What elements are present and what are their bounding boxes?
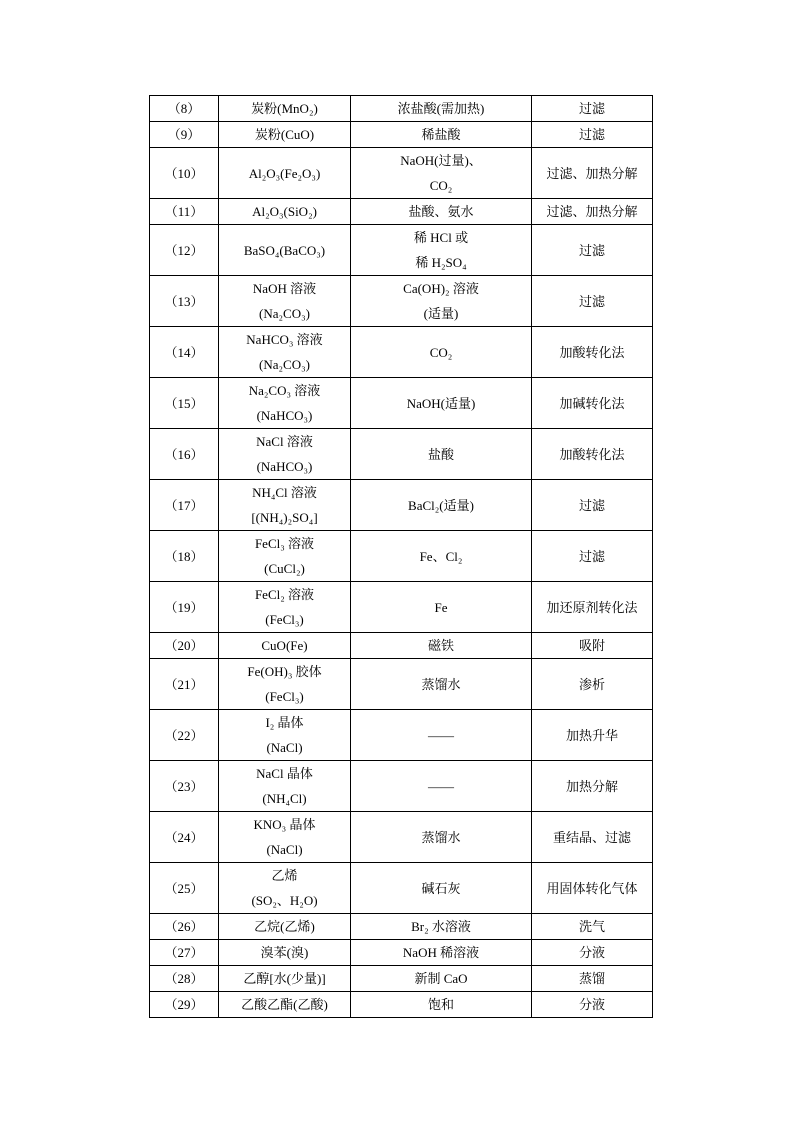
reagent-cell-text: 饱和: [427, 997, 454, 1012]
row-number-cell: [150, 710, 219, 761]
method-cell: [532, 148, 653, 199]
method-cell-text: 过滤: [578, 101, 605, 116]
row-number-cell: [150, 96, 219, 122]
method-cell: [532, 940, 653, 966]
row-number-cell: [150, 225, 219, 276]
table-row: [150, 940, 653, 966]
table-row: [150, 429, 653, 480]
row-number-cell-text: （14）: [164, 344, 204, 360]
row-number-cell: [150, 327, 219, 378]
row-number-cell-text: （16）: [164, 446, 204, 462]
row-number-cell: [150, 940, 219, 966]
reagent-cell: [351, 429, 532, 480]
method-cell-text: 加酸转化法: [559, 344, 625, 360]
row-number-cell-text: （28）: [164, 971, 204, 986]
mixture-cell: [219, 225, 351, 276]
row-number-cell-text: （9）: [167, 127, 201, 142]
row-number-cell-text: （12）: [164, 242, 204, 258]
mixture-cell: [219, 812, 351, 863]
mixture-cell-text: 溴苯(溴): [260, 945, 309, 960]
mixture-cell: [219, 659, 351, 710]
table-row: [150, 96, 653, 122]
method-cell-text: 洗气: [578, 919, 605, 934]
method-cell-text: 加碱转化法: [559, 395, 625, 411]
reagent-cell: [351, 276, 532, 327]
reagent-cell-text: Ca(OH)₂ 溶液 (适量): [403, 281, 479, 321]
reagent-cell-text: NaOH(过量)、 CO₂: [400, 153, 482, 193]
row-number-cell: [150, 199, 219, 225]
row-number-cell-text: （20）: [164, 638, 204, 653]
reagent-cell-text: Br₂ 水溶液: [411, 919, 471, 934]
row-number-cell: [150, 276, 219, 327]
table-row: [150, 863, 653, 914]
method-cell-text: 过滤: [578, 497, 605, 513]
mixture-cell: [219, 582, 351, 633]
mixture-cell: [219, 96, 351, 122]
table-row: [150, 327, 653, 378]
reagent-cell-text: 碱石灰: [421, 880, 461, 896]
mixture-cell-text: Al₂O₃(SiO₂): [252, 204, 317, 219]
reagent-cell-text: ——: [428, 727, 454, 743]
method-cell-text: 加热升华: [565, 727, 618, 743]
reagent-cell: [351, 327, 532, 378]
mixture-cell: [219, 761, 351, 812]
method-cell: [532, 582, 653, 633]
reagent-cell: [351, 992, 532, 1018]
reagent-cell: [351, 480, 532, 531]
method-cell-text: 过滤: [578, 293, 605, 309]
mixture-cell: [219, 966, 351, 992]
mixture-cell-text: NaOH 溶液 (Na₂CO₃): [252, 281, 317, 321]
table-row: [150, 914, 653, 940]
method-cell: [532, 276, 653, 327]
reagent-cell-text: BaCl₂(适量): [408, 497, 474, 513]
row-number-cell-text: （18）: [164, 548, 204, 564]
mixture-cell-text: I₂ 晶体 (NaCl): [265, 715, 304, 755]
mixture-cell: [219, 633, 351, 659]
mixture-cell-text: NH₄Cl 溶液 [(NH₄)₂SO₄]: [251, 485, 318, 525]
table-row: [150, 148, 653, 199]
method-cell: [532, 327, 653, 378]
table-body: [150, 96, 653, 1018]
method-cell-text: 分液: [578, 945, 605, 960]
table-row: [150, 812, 653, 863]
mixture-cell-text: CuO(Fe): [261, 638, 308, 653]
method-cell-text: 过滤: [578, 548, 605, 564]
row-number-cell: [150, 761, 219, 812]
table-row: [150, 122, 653, 148]
reagent-cell: [351, 659, 532, 710]
table-row: [150, 761, 653, 812]
reagent-cell-text: 新制 CaO: [414, 971, 468, 986]
row-number-cell-text: （29）: [164, 997, 204, 1012]
row-number-cell: [150, 531, 219, 582]
mixture-cell: [219, 914, 351, 940]
row-number-cell: [150, 480, 219, 531]
row-number-cell: [150, 863, 219, 914]
mixture-cell: [219, 148, 351, 199]
separation-methods-table: [149, 95, 653, 1018]
table-row: [150, 582, 653, 633]
reagent-cell-text: NaOH(适量): [406, 395, 476, 411]
mixture-cell: [219, 480, 351, 531]
method-cell: [532, 378, 653, 429]
mixture-cell: [219, 327, 351, 378]
reagent-cell: [351, 633, 532, 659]
mixture-cell: [219, 940, 351, 966]
row-number-cell-text: （26）: [164, 919, 204, 934]
row-number-cell: [150, 659, 219, 710]
method-cell: [532, 710, 653, 761]
row-number-cell-text: （17）: [164, 497, 204, 513]
mixture-cell: [219, 992, 351, 1018]
method-cell-text: 过滤: [578, 242, 605, 258]
row-number-cell: [150, 378, 219, 429]
reagent-cell: [351, 914, 532, 940]
mixture-cell: [219, 710, 351, 761]
mixture-cell-text: 炭粉(MnO₂): [251, 101, 318, 116]
mixture-cell-text: NaCl 溶液 (NaHCO₃): [256, 434, 313, 474]
reagent-cell: [351, 940, 532, 966]
row-number-cell-text: （19）: [164, 599, 204, 615]
method-cell: [532, 199, 653, 225]
row-number-cell: [150, 122, 219, 148]
mixture-cell: [219, 863, 351, 914]
reagent-cell-text: ——: [428, 778, 454, 794]
row-number-cell-text: （25）: [164, 880, 204, 896]
method-cell-text: 过滤、加热分解: [546, 165, 638, 181]
method-cell-text: 加热分解: [565, 778, 618, 794]
method-cell: [532, 659, 653, 710]
row-number-cell-text: （13）: [164, 293, 204, 309]
method-cell: [532, 761, 653, 812]
mixture-cell-text: FeCl₂ 溶液 (FeCl₃): [254, 587, 315, 627]
row-number-cell-text: （21）: [164, 676, 204, 692]
table-row: [150, 633, 653, 659]
table-row: [150, 966, 653, 992]
method-cell: [532, 429, 653, 480]
method-cell: [532, 914, 653, 940]
reagent-cell-text: 磁铁: [427, 638, 454, 653]
row-number-cell: [150, 966, 219, 992]
reagent-cell-text: Fe: [434, 599, 448, 615]
row-number-cell-text: （27）: [164, 945, 204, 960]
reagent-cell-text: 盐酸、氨水: [408, 204, 474, 219]
mixture-cell: [219, 378, 351, 429]
row-number-cell-text: （10）: [164, 165, 204, 181]
reagent-cell-text: 蒸馏水: [421, 676, 461, 692]
method-cell: [532, 480, 653, 531]
reagent-cell-text: 蒸馏水: [421, 829, 461, 845]
method-cell-text: 分液: [578, 997, 605, 1012]
method-cell-text: 渗析: [578, 676, 605, 692]
reagent-cell: [351, 199, 532, 225]
reagent-cell-text: CO₂: [429, 344, 453, 360]
mixture-cell-text: 乙醇[水(少量)]: [243, 971, 326, 986]
row-number-cell: [150, 148, 219, 199]
method-cell: [532, 633, 653, 659]
table-row: [150, 710, 653, 761]
mixture-cell-text: 乙酸乙酯(乙酸): [241, 997, 328, 1012]
reagent-cell-text: 浓盐酸(需加热): [397, 101, 485, 116]
method-cell: [532, 966, 653, 992]
row-number-cell: [150, 633, 219, 659]
row-number-cell: [150, 812, 219, 863]
method-cell-text: 过滤: [578, 127, 605, 142]
reagent-cell: [351, 378, 532, 429]
mixture-cell: [219, 122, 351, 148]
method-cell-text: 吸附: [578, 638, 605, 653]
reagent-cell: [351, 710, 532, 761]
method-cell-text: 加酸转化法: [559, 446, 625, 462]
reagent-cell: [351, 966, 532, 992]
reagent-cell: [351, 531, 532, 582]
mixture-cell: [219, 429, 351, 480]
row-number-cell: [150, 914, 219, 940]
method-cell: [532, 812, 653, 863]
reagent-cell-text: 盐酸: [427, 446, 454, 462]
table-row: [150, 531, 653, 582]
table-row: [150, 378, 653, 429]
row-number-cell: [150, 582, 219, 633]
mixture-cell-text: 炭粉(CuO): [254, 127, 315, 142]
reagent-cell-text: Fe、Cl₂: [419, 548, 463, 564]
table-row: [150, 225, 653, 276]
reagent-cell-text: NaOH 稀溶液: [402, 945, 480, 960]
method-cell: [532, 531, 653, 582]
reagent-cell-text: 稀盐酸: [421, 127, 461, 142]
row-number-cell-text: （23）: [164, 778, 204, 794]
mixture-cell-text: BaSO₄(BaCO₃): [243, 242, 326, 258]
row-number-cell: [150, 429, 219, 480]
row-number-cell-text: （11）: [164, 204, 204, 219]
mixture-cell-text: KNO₃ 晶体 (NaCl): [253, 817, 316, 857]
table-row: [150, 992, 653, 1018]
mixture-cell-text: 乙烷(乙烯): [254, 919, 315, 934]
reagent-cell: [351, 812, 532, 863]
reagent-cell: [351, 122, 532, 148]
reagent-cell: [351, 582, 532, 633]
reagent-cell: [351, 225, 532, 276]
table-row: [150, 199, 653, 225]
reagent-cell-text: 稀 HCl 或 稀 H₂SO₄: [413, 230, 469, 270]
reagent-cell: [351, 96, 532, 122]
method-cell: [532, 863, 653, 914]
mixture-cell-text: NaHCO₃ 溶液 (Na₂CO₃): [246, 332, 323, 372]
row-number-cell-text: （24）: [164, 829, 204, 845]
method-cell: [532, 122, 653, 148]
mixture-cell-text: 乙烯 (SO₂、H₂O): [251, 868, 318, 908]
table-row: [150, 480, 653, 531]
row-number-cell-text: （15）: [164, 395, 204, 411]
reagent-cell: [351, 148, 532, 199]
method-cell-text: 加还原剂转化法: [546, 599, 638, 615]
method-cell: [532, 992, 653, 1018]
method-cell: [532, 225, 653, 276]
method-cell-text: 过滤、加热分解: [546, 204, 638, 219]
mixture-cell-text: Fe(OH)₃ 胶体 (FeCl₃): [247, 664, 322, 704]
reagent-cell: [351, 863, 532, 914]
table-row: [150, 659, 653, 710]
mixture-cell-text: FeCl₃ 溶液 (CuCl₂): [254, 536, 315, 576]
method-cell-text: 重结晶、过滤: [552, 829, 631, 845]
row-number-cell: [150, 992, 219, 1018]
row-number-cell-text: （8）: [167, 101, 201, 116]
mixture-cell-text: Al₂O₃(Fe₂O₃): [248, 165, 321, 181]
table-row: [150, 276, 653, 327]
mixture-cell: [219, 276, 351, 327]
mixture-cell-text: Na₂CO₃ 溶液 (NaHCO₃): [248, 383, 321, 423]
mixture-cell-text: NaCl 晶体 (NH₄Cl): [256, 766, 313, 806]
method-cell: [532, 96, 653, 122]
row-number-cell-text: （22）: [164, 727, 204, 743]
mixture-cell: [219, 199, 351, 225]
method-cell-text: 蒸馏: [578, 971, 605, 986]
method-cell-text: 用固体转化气体: [546, 880, 638, 896]
reagent-cell: [351, 761, 532, 812]
mixture-cell: [219, 531, 351, 582]
